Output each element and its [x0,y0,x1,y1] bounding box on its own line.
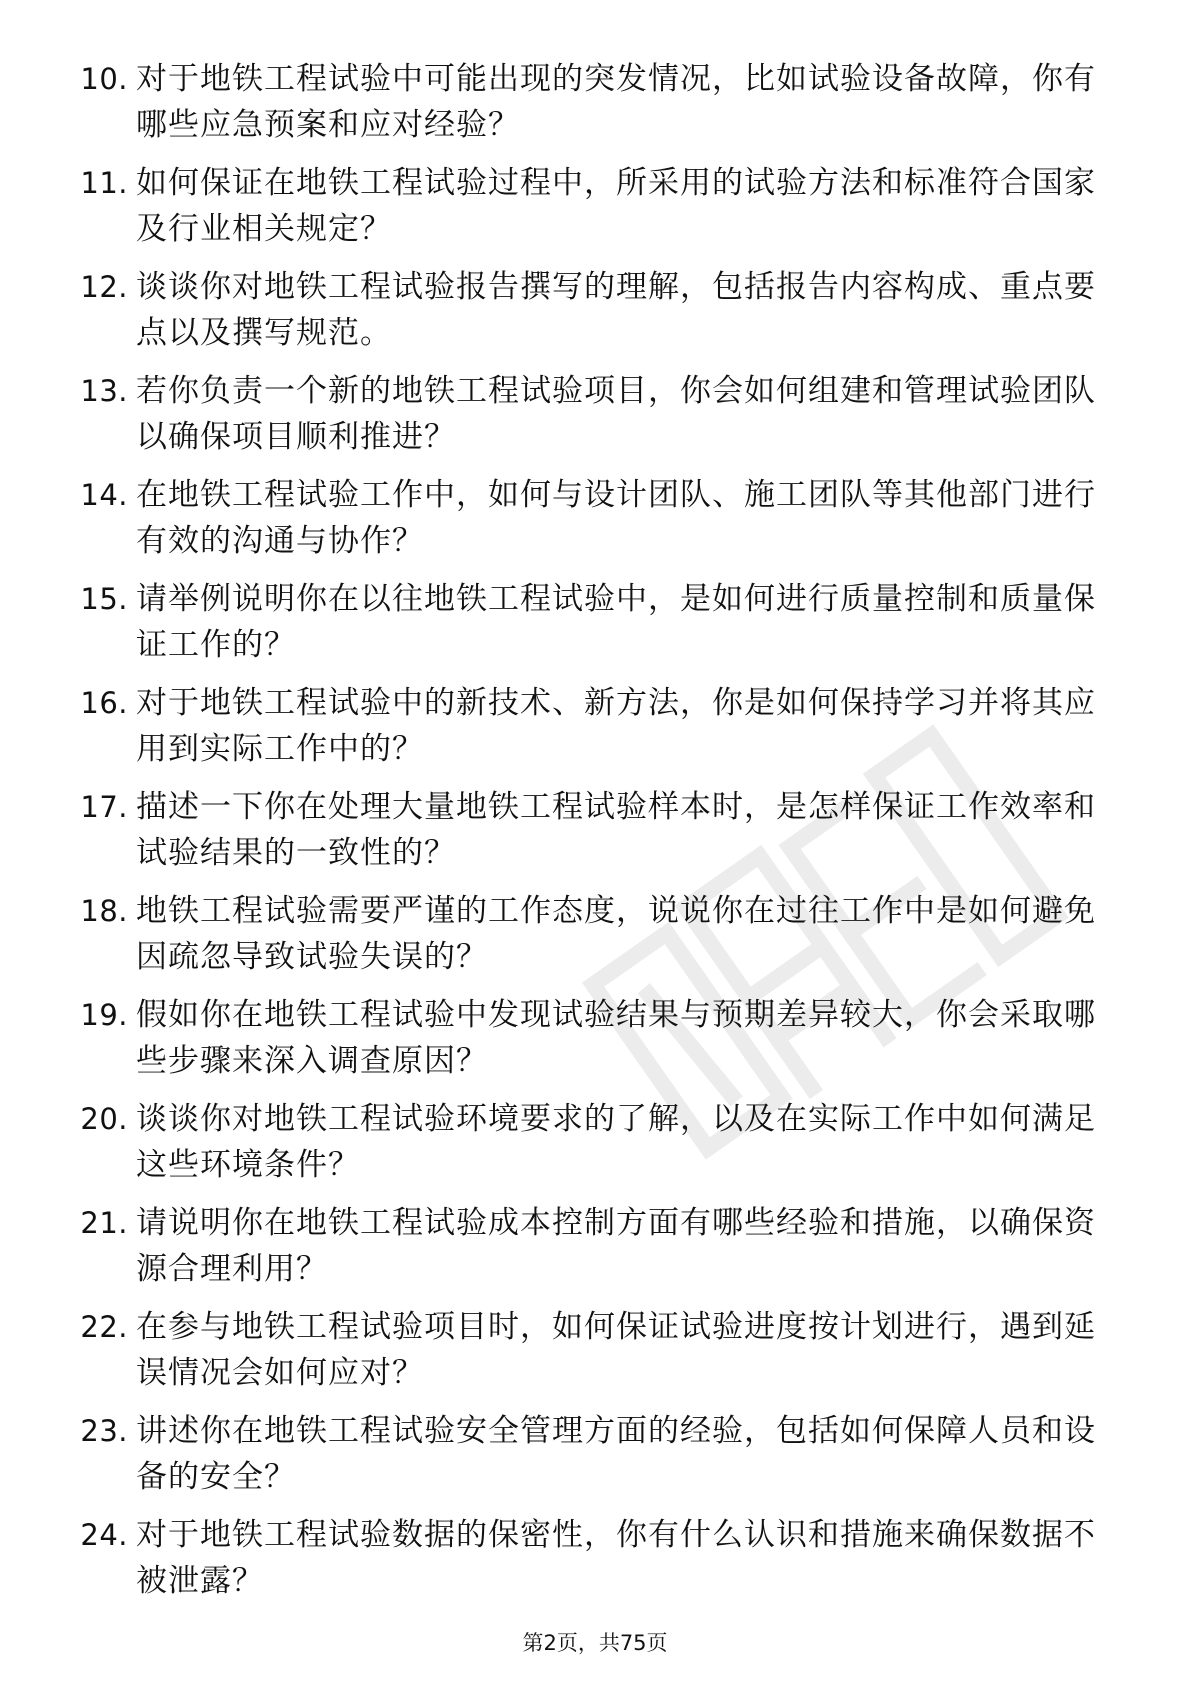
question-number: 13. [80,374,128,408]
question-text: 谈谈你对地铁工程试验环境要求的了解，以及在实际工作中如何满足这些环境条件？ [136,1101,1096,1183]
question-number: 16. [80,686,128,720]
list-item [56,1194,1126,1298]
question-number: 10. [80,62,128,96]
question-text: 地铁工程试验需要严谨的工作态度，说说你在过往工作中是如何避免因疏忽导致试验失误的？ [136,893,1096,975]
list-item [56,466,1126,570]
question-number: 11. [80,166,128,200]
list-item [56,674,1126,778]
question-text: 若你负责一个新的地铁工程试验项目，你会如何组建和管理试验团队以确保项目顺利推进？ [136,373,1096,455]
list-item [56,1402,1126,1506]
question-number: 12. [80,270,128,304]
question-text: 如何保证在地铁工程试验过程中，所采用的试验方法和标准符合国家及行业相关规定？ [136,165,1096,247]
question-text: 请举例说明你在以往地铁工程试验中，是如何进行质量控制和质量保证工作的？ [136,581,1096,663]
question-text: 对于地铁工程试验中可能出现的突发情况，比如试验设备故障，你有哪些应急预案和应对经验？ [136,61,1096,143]
list-item [56,778,1126,882]
list-item [56,986,1126,1090]
question-text: 对于地铁工程试验中的新技术、新方法，你是如何保持学习并将其应用到实际工作中的？ [136,685,1096,767]
question-number: 22. [80,1310,128,1344]
question-number: 20. [80,1102,128,1136]
question-list [56,50,1126,1610]
question-text: 讲述你在地铁工程试验安全管理方面的经验，包括如何保障人员和设备的安全？ [136,1413,1096,1495]
page-footer: 第2页，共75页 [522,1631,668,1655]
question-number: 19. [80,998,128,1032]
list-item [56,362,1126,466]
question-number: 23. [80,1414,128,1448]
question-number: 15. [80,582,128,616]
list-item [56,1298,1126,1402]
question-number: 17. [80,790,128,824]
list-item [56,258,1126,362]
question-text: 在参与地铁工程试验项目时，如何保证试验进度按计划进行，遇到延误情况会如何应对？ [136,1309,1096,1391]
list-item [56,882,1126,986]
question-number: 21. [80,1206,128,1240]
question-text: 描述一下你在处理大量地铁工程试验样本时，是怎样保证工作效率和试验结果的一致性的？ [136,789,1096,871]
list-item [56,154,1126,258]
question-number: 14. [80,478,128,512]
question-text: 谈谈你对地铁工程试验报告撰写的理解，包括报告内容构成、重点要点以及撰写规范。 [136,269,1096,351]
question-number: 18. [80,894,128,928]
list-item [56,570,1126,674]
question-text: 假如你在地铁工程试验中发现试验结果与预期差异较大，你会采取哪些步骤来深入调查原因？ [136,997,1096,1079]
question-text: 对于地铁工程试验数据的保密性，你有什么认识和措施来确保数据不被泄露？ [136,1517,1096,1599]
question-number: 24. [80,1518,128,1552]
list-item [56,1090,1126,1194]
list-item [56,50,1126,154]
list-item [56,1506,1126,1610]
question-text: 在地铁工程试验工作中，如何与设计团队、施工团队等其他部门进行有效的沟通与协作？ [136,477,1096,559]
question-text: 请说明你在地铁工程试验成本控制方面有哪些经验和措施，以确保资源合理利用？ [136,1205,1096,1287]
